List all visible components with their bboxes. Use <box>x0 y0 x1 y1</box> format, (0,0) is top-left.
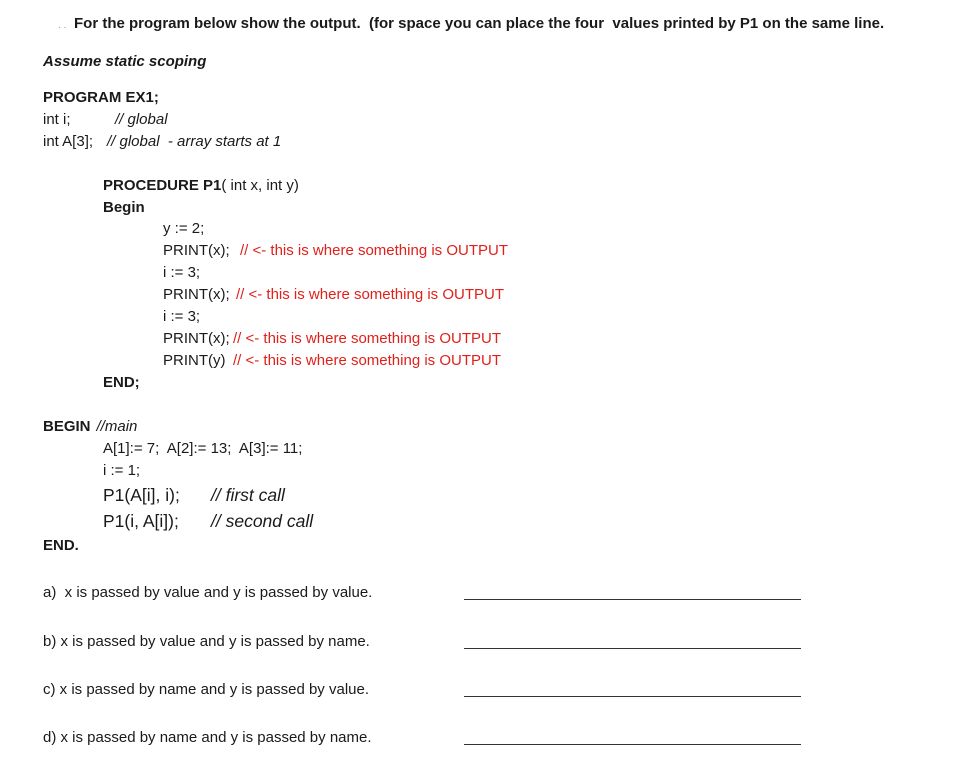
question-c: c) x is passed by name and y is passed by value. <box>43 681 370 698</box>
first-call-comment: // first call <box>211 485 285 505</box>
decl-i-comment: // global <box>115 111 168 128</box>
program-title: PROGRAM EX1; <box>43 89 159 106</box>
answer-blank-c[interactable] <box>464 696 801 697</box>
decl-array: int A[3]; <box>43 133 94 150</box>
answer-blank-d[interactable] <box>464 744 801 745</box>
main-i-assign: i := 1; <box>103 462 141 479</box>
main-array-assign: A[1]:= 7; A[2]:= 13; A[3]:= 11; <box>103 440 303 457</box>
scoping-note: Assume static scoping <box>43 53 207 70</box>
procedure-keyword: PROCEDURE P1 <box>103 177 222 194</box>
answer-blank-b[interactable] <box>464 648 801 649</box>
question-d: d) x is passed by name and y is passed by name. <box>43 729 372 746</box>
main-begin: BEGIN <box>43 418 91 435</box>
body-line-code: y := 2; <box>163 220 205 237</box>
decl-array-comment: // global - array starts at 1 <box>107 133 282 150</box>
body-line-code: PRINT(x); <box>163 286 230 303</box>
answer-blank-a[interactable] <box>464 599 801 600</box>
output-comment: // <- this is where something is OUTPUT <box>236 286 504 303</box>
main-comment: //main <box>96 418 138 435</box>
second-call: P1(i, A[i]); <box>103 511 179 531</box>
output-comment: // <- this is where something is OUTPUT <box>240 242 508 259</box>
body-line-code: PRINT(x); <box>163 242 230 259</box>
instruction-text: For the program below show the output. (for space you can place the four values printed by P1 on the same line. <box>74 15 885 32</box>
body-line-code: i := 3; <box>163 264 201 281</box>
procedure-header <box>103 177 299 195</box>
body-line-code: i := 3; <box>163 308 201 325</box>
first-call: P1(A[i], i); <box>103 485 180 505</box>
decl-i: int i; <box>43 111 71 128</box>
procedure-params: ( int x, int y) <box>221 177 299 194</box>
procedure-end: END; <box>103 374 140 391</box>
output-comment: // <- this is where something is OUTPUT <box>233 352 501 369</box>
second-call-comment: // second call <box>211 511 314 531</box>
procedure-begin: Begin <box>103 199 145 216</box>
body-line-code: PRINT(x); <box>163 330 230 347</box>
main-begin-line <box>43 418 137 436</box>
body-line-code: PRINT(y) <box>163 352 226 369</box>
leading-dots: . . <box>58 20 67 31</box>
output-comment: // <- this is where something is OUTPUT <box>233 330 501 347</box>
question-b: b) x is passed by value and y is passed by name. <box>43 633 370 650</box>
question-a: a) x is passed by value and y is passed by value. <box>43 584 373 601</box>
main-end: END. <box>43 537 79 554</box>
